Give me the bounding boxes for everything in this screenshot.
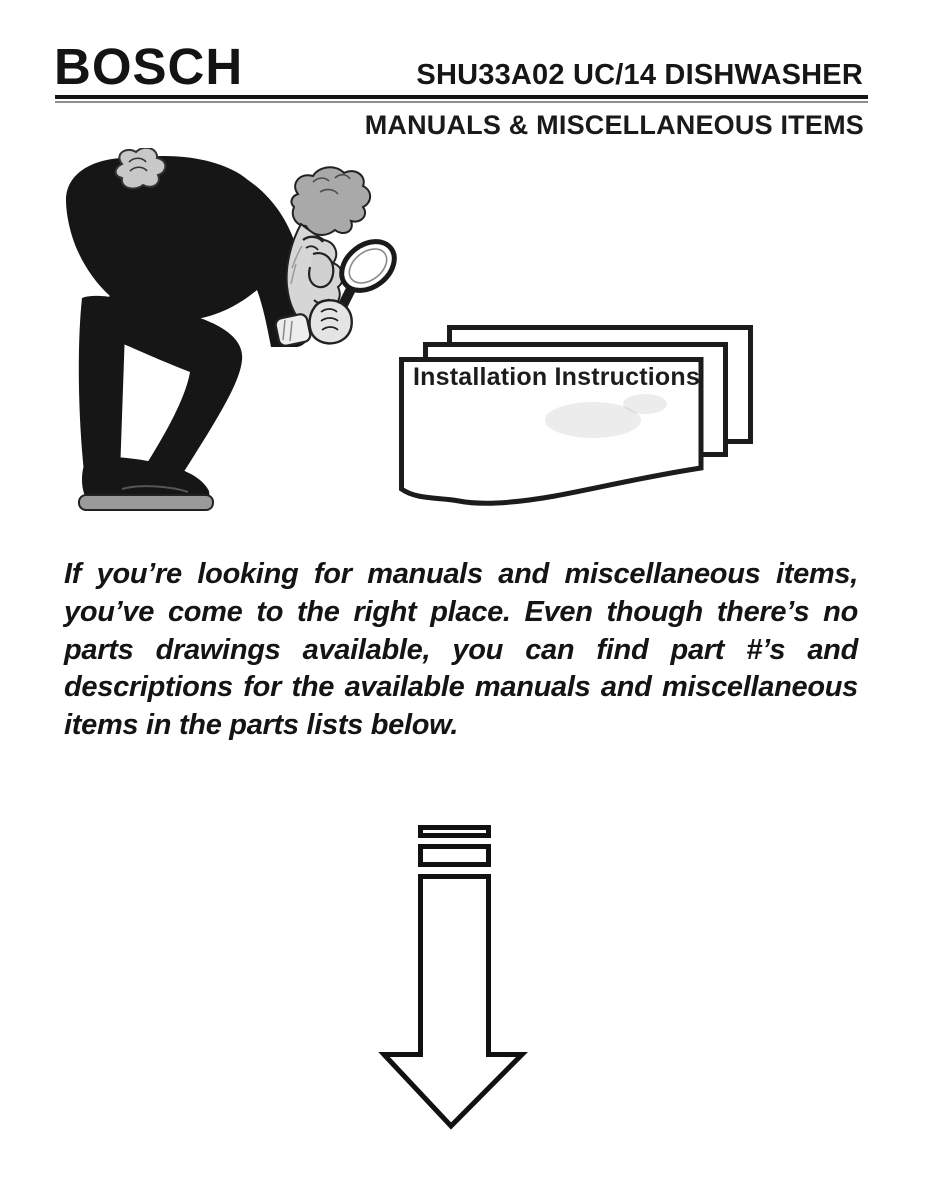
intro-paragraph: If you’re looking for manuals and miscellaneous items, you’ve come to the right place. Even though there’s no parts drawings available, you can find part #’s and descriptions for the available manuals and miscellaneous items in the parts lists below. xyxy=(64,558,858,742)
man-figure xyxy=(66,148,404,510)
papers-title: Installation Instructions xyxy=(413,363,700,391)
model-title: SHU33A02 UC/14 DISHWASHER xyxy=(416,59,863,91)
down-arrow-icon xyxy=(375,818,531,1136)
header-divider xyxy=(55,95,868,103)
magnifying-glass-icon xyxy=(332,232,404,305)
brand-logo: BOSCH xyxy=(54,38,244,95)
page-subtitle: MANUALS & MISCELLANEOUS ITEMS xyxy=(364,110,864,140)
inspector-man-illustration xyxy=(30,148,420,528)
papers-stack-illustration xyxy=(393,318,763,514)
